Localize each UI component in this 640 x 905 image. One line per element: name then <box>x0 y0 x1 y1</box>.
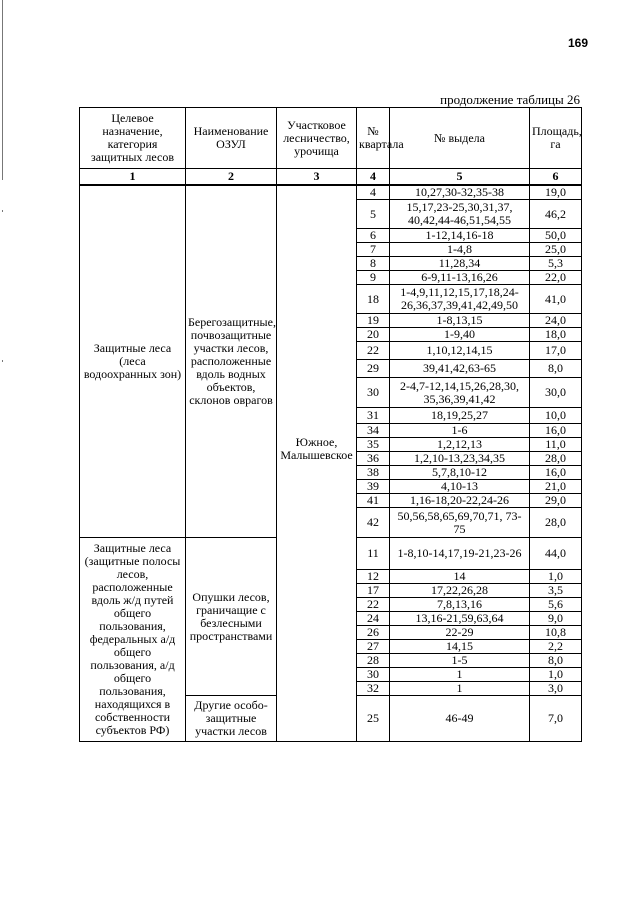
quarter-cell: 24 <box>357 612 390 626</box>
quarter-cell: 18 <box>357 285 390 314</box>
quarter-cell: 28 <box>357 654 390 668</box>
column-number: 1 <box>80 169 186 186</box>
plot-cell: 1,2,10-13,23,34,35 <box>390 452 530 466</box>
area-cell: 28,0 <box>530 452 582 466</box>
forestry-cell: Южное, Малышевское <box>277 185 357 742</box>
plot-cell: 14,15 <box>390 640 530 654</box>
plot-cell: 1-8,10-14,17,19-21,23-26 <box>390 538 530 570</box>
plot-cell: 14 <box>390 570 530 584</box>
quarter-cell: 9 <box>357 271 390 285</box>
area-cell: 19,0 <box>530 185 582 200</box>
quarter-cell: 6 <box>357 229 390 243</box>
header-category: Целевое назначение, категория защитных лесов <box>80 108 186 169</box>
quarter-cell: 5 <box>357 200 390 229</box>
area-cell: 21,0 <box>530 480 582 494</box>
quarter-cell: 26 <box>357 626 390 640</box>
header-quarter: № квартала <box>357 108 390 169</box>
area-cell: 10,0 <box>530 408 582 424</box>
ozul-cell: Опушки лесов, граничащие с безлесными пространствами <box>186 538 277 696</box>
ozul-cell: Берегозащитные, почвозащитные участки лесов, расположенные вдоль водных объектов, склонов оврагов <box>186 185 277 538</box>
plot-cell: 39,41,42,63-65 <box>390 360 530 378</box>
quarter-cell: 11 <box>357 538 390 570</box>
quarter-cell: 17 <box>357 584 390 598</box>
area-cell: 9,0 <box>530 612 582 626</box>
area-cell: 25,0 <box>530 243 582 257</box>
area-cell: 5,6 <box>530 598 582 612</box>
column-number: 2 <box>186 169 277 186</box>
table-row <box>80 185 582 200</box>
area-cell: 1,0 <box>530 570 582 584</box>
plot-cell: 10,27,30-32,35-38 <box>390 185 530 200</box>
column-number: 4 <box>357 169 390 186</box>
plot-cell: 5,7,8,10-12 <box>390 466 530 480</box>
area-cell: 30,0 <box>530 378 582 408</box>
area-cell: 5,3 <box>530 257 582 271</box>
category-cell: Защитные леса (леса водоохранных зон) <box>80 185 186 538</box>
plot-cell: 4,10-13 <box>390 480 530 494</box>
area-cell: 29,0 <box>530 494 582 508</box>
ozul-cell: Другие особо-защитные участки лесов <box>186 696 277 742</box>
quarter-cell: 29 <box>357 360 390 378</box>
area-cell: 50,0 <box>530 229 582 243</box>
header-plot: № выдела <box>390 108 530 169</box>
area-cell: 8,0 <box>530 654 582 668</box>
area-cell: 24,0 <box>530 314 582 328</box>
plot-cell: 1-4,9,11,12,15,17,18,24-26,36,37,39,41,42,49,50 <box>390 285 530 314</box>
plot-cell: 1 <box>390 682 530 696</box>
plot-cell: 11,28,34 <box>390 257 530 271</box>
area-cell: 3,0 <box>530 682 582 696</box>
plot-cell: 17,22,26,28 <box>390 584 530 598</box>
page-number: 169 <box>567 36 588 50</box>
column-number: 3 <box>277 169 357 186</box>
column-number: 6 <box>530 169 582 186</box>
quarter-cell: 20 <box>357 328 390 342</box>
quarter-cell: 39 <box>357 480 390 494</box>
quarter-cell: 30 <box>357 668 390 682</box>
plot-cell: 1 <box>390 668 530 682</box>
table-body <box>80 185 582 742</box>
column-number-row <box>80 169 582 186</box>
plot-cell: 13,16-21,59,63,64 <box>390 612 530 626</box>
forest-plots-table <box>79 107 582 742</box>
area-cell: 22,0 <box>530 271 582 285</box>
plot-cell: 7,8,13,16 <box>390 598 530 612</box>
quarter-cell: 32 <box>357 682 390 696</box>
plot-cell: 1-6 <box>390 424 530 438</box>
area-cell: 7,0 <box>530 696 582 742</box>
quarter-cell: 19 <box>357 314 390 328</box>
plot-cell: 1,2,12,13 <box>390 438 530 452</box>
quarter-cell: 25 <box>357 696 390 742</box>
plot-cell: 18,19,25,27 <box>390 408 530 424</box>
plot-cell: 50,56,58,65,69,70,71, 73-75 <box>390 508 530 538</box>
quarter-cell: 30 <box>357 378 390 408</box>
table-caption: продолжение таблицы 26 <box>440 92 580 107</box>
scan-edge-mark <box>2 0 3 180</box>
plot-cell: 1-12,14,16-18 <box>390 229 530 243</box>
area-cell: 17,0 <box>530 342 582 360</box>
quarter-cell: 31 <box>357 408 390 424</box>
scan-edge-mark <box>2 210 3 212</box>
plot-cell: 1,10,12,14,15 <box>390 342 530 360</box>
area-cell: 3,5 <box>530 584 582 598</box>
area-cell: 16,0 <box>530 466 582 480</box>
area-cell: 11,0 <box>530 438 582 452</box>
quarter-cell: 38 <box>357 466 390 480</box>
plot-cell: 1-9,40 <box>390 328 530 342</box>
quarter-cell: 42 <box>357 508 390 538</box>
area-cell: 41,0 <box>530 285 582 314</box>
area-cell: 2,2 <box>530 640 582 654</box>
plot-cell: 1-8,13,15 <box>390 314 530 328</box>
area-cell: 18,0 <box>530 328 582 342</box>
header-ozul: Наименование ОЗУЛ <box>186 108 277 169</box>
quarter-cell: 22 <box>357 598 390 612</box>
area-cell: 1,0 <box>530 668 582 682</box>
area-cell: 44,0 <box>530 538 582 570</box>
plot-cell: 1-4,8 <box>390 243 530 257</box>
quarter-cell: 4 <box>357 185 390 200</box>
area-cell: 16,0 <box>530 424 582 438</box>
table-header-row <box>80 108 582 169</box>
quarter-cell: 7 <box>357 243 390 257</box>
quarter-cell: 22 <box>357 342 390 360</box>
quarter-cell: 41 <box>357 494 390 508</box>
column-number: 5 <box>390 169 530 186</box>
quarter-cell: 34 <box>357 424 390 438</box>
scan-edge-mark <box>2 360 3 362</box>
plot-cell: 1-5 <box>390 654 530 668</box>
quarter-cell: 12 <box>357 570 390 584</box>
header-forestry: Участковое лесничество, урочища <box>277 108 357 169</box>
quarter-cell: 27 <box>357 640 390 654</box>
area-cell: 8,0 <box>530 360 582 378</box>
plot-cell: 2-4,7-12,14,15,26,28,30, 35,36,39,41,42 <box>390 378 530 408</box>
plot-cell: 22-29 <box>390 626 530 640</box>
area-cell: 46,2 <box>530 200 582 229</box>
category-cell: Защитные леса (защитные полосы лесов, расположенные вдоль ж/д путей общего пользования, федеральных а/д общего пользования, а/д общего пользования, находящихся в собственности субъектов РФ) <box>80 538 186 742</box>
area-cell: 28,0 <box>530 508 582 538</box>
header-area: Площадь, га <box>530 108 582 169</box>
area-cell: 10,8 <box>530 626 582 640</box>
quarter-cell: 8 <box>357 257 390 271</box>
plot-cell: 1,16-18,20-22,24-26 <box>390 494 530 508</box>
quarter-cell: 36 <box>357 452 390 466</box>
plot-cell: 15,17,23-25,30,31,37, 40,42,44-46,51,54,55 <box>390 200 530 229</box>
quarter-cell: 35 <box>357 438 390 452</box>
plot-cell: 6-9,11-13,16,26 <box>390 271 530 285</box>
plot-cell: 46-49 <box>390 696 530 742</box>
